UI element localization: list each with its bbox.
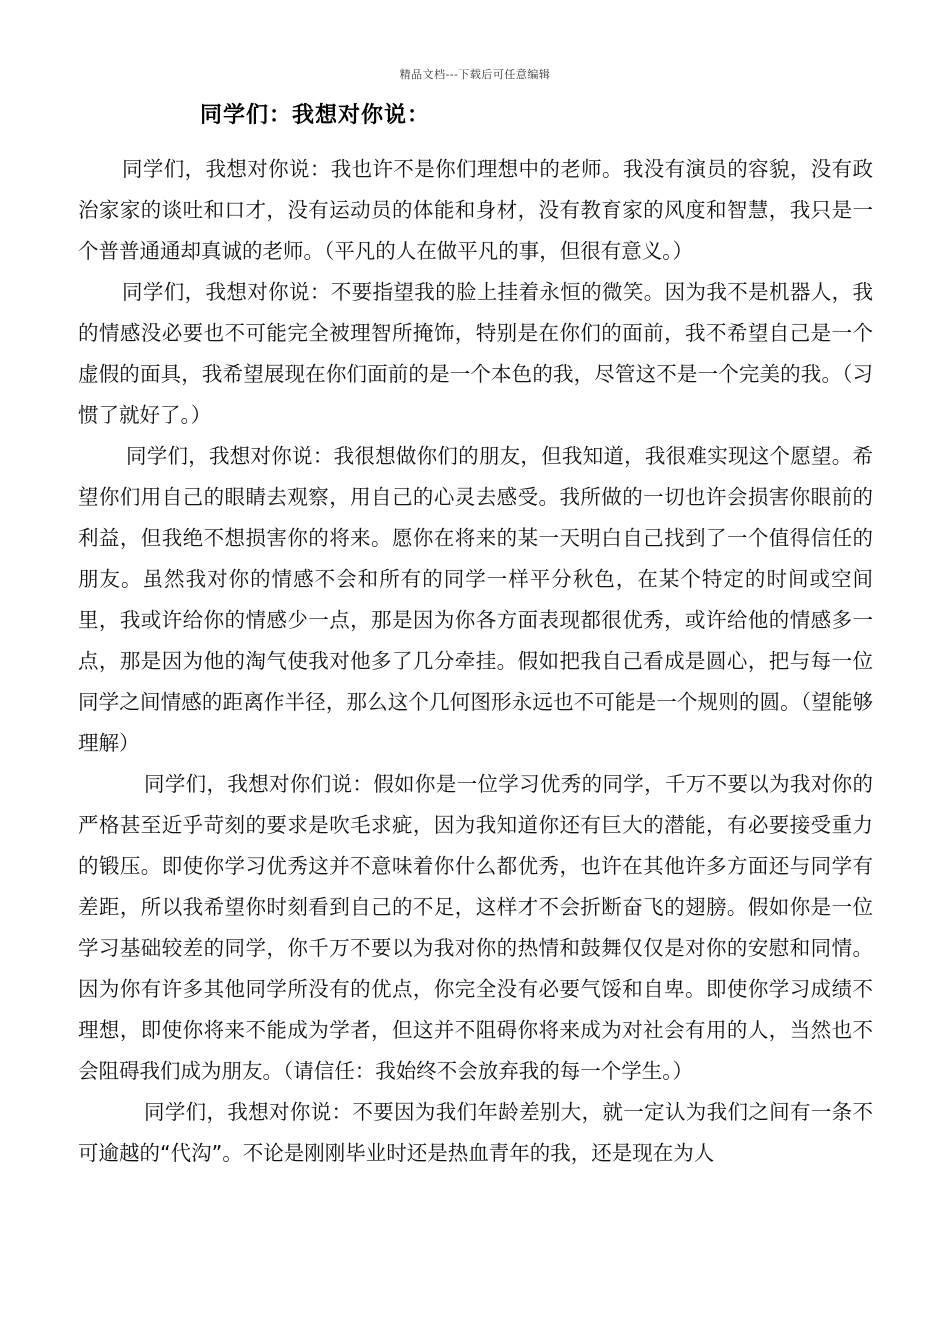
document-body (78, 149, 873, 1174)
paragraph-5: 同学们，我想对你说：不要因为我们年龄差别大，就一定认为我们之间有一条不可逾越的“代沟”。不论是刚刚毕业时还是热血青年的我，还是现在为人 (78, 1100, 873, 1165)
header-note: 精品文档---下载后可任意编辑 (399, 68, 551, 81)
paragraph-4: 同学们，我想对你们说：假如你是一位学习优秀的同学，千万不要以为我对你的严格甚至近乎苛刻的要求是吹毛求疵，因为我知道你还有巨大的潜能，有必要接受重力的锻压。即使你学习优秀这并不意味着你什么都优秀，也许在其他许多方面还与同学有差距，所以我希望你时刻看到自己的不足，这样才不会折断奋飞的翅膀。假如你是一位学习基础较差的同学，你千万不要以为我对你的热情和鼓舞仅仅是对你的安慰和同情。因为你有许多其他同学所没有的优点，你完全没有必要气馁和自卑。即使你学习成绩不理想，即使你将来不能成为学者，但这并不阻碍你将来成为对社会有用的人，当然也不会阻碍我们成为朋友。（请信任：我始终不会放弃我的每一个学生。） (78, 772, 873, 1083)
document-title: 同学们：我想对你说： (200, 103, 431, 128)
paragraph-3: 同学们，我想对你说：我很想做你们的朋友，但我知道，我很难实现这个愿望。希望你们用自己的眼睛去观察，用自己的心灵去感受。我所做的一切也许会损害你眼前的利益，但我绝不想损害你的将来。愿你在将来的某一天明白自己找到了一个值得信任的朋友。虽然我对你的情感不会和所有的同学一样平分秋色，在某个特定的时间或空间里，我或许给你的情感少一点，那是因为你各方面表现都很优秀，或许给他的情感多一点，那是因为他的淘气使我对他多了几分牵挂。假如把我自己看成是圆心，把与每一位同学之间情感的距离作半径，那么这个几何图形永远也不可能是一个规则的圆。（望能够理解） (78, 444, 873, 755)
paragraph-2: 同学们，我想对你说：不要指望我的脸上挂着永恒的微笑。因为我不是机器人，我的情感没必要也不可能完全被理智所掩饰，特别是在你们的面前，我不希望自己是一个虚假的面具，我希望展现在你们面前的是一个本色的我，尽管这不是一个完美的我。（习惯了就好了。） (78, 280, 873, 427)
paragraph-1: 同学们，我想对你说：我也许不是你们理想中的老师。我没有演员的容貌，没有政治家家的谈吐和口才，没有运动员的体能和身材，没有教育家的风度和智慧，我只是一个普普通通却真诚的老师。（平凡的人在做平凡的事，但很有意义。） (78, 157, 873, 263)
